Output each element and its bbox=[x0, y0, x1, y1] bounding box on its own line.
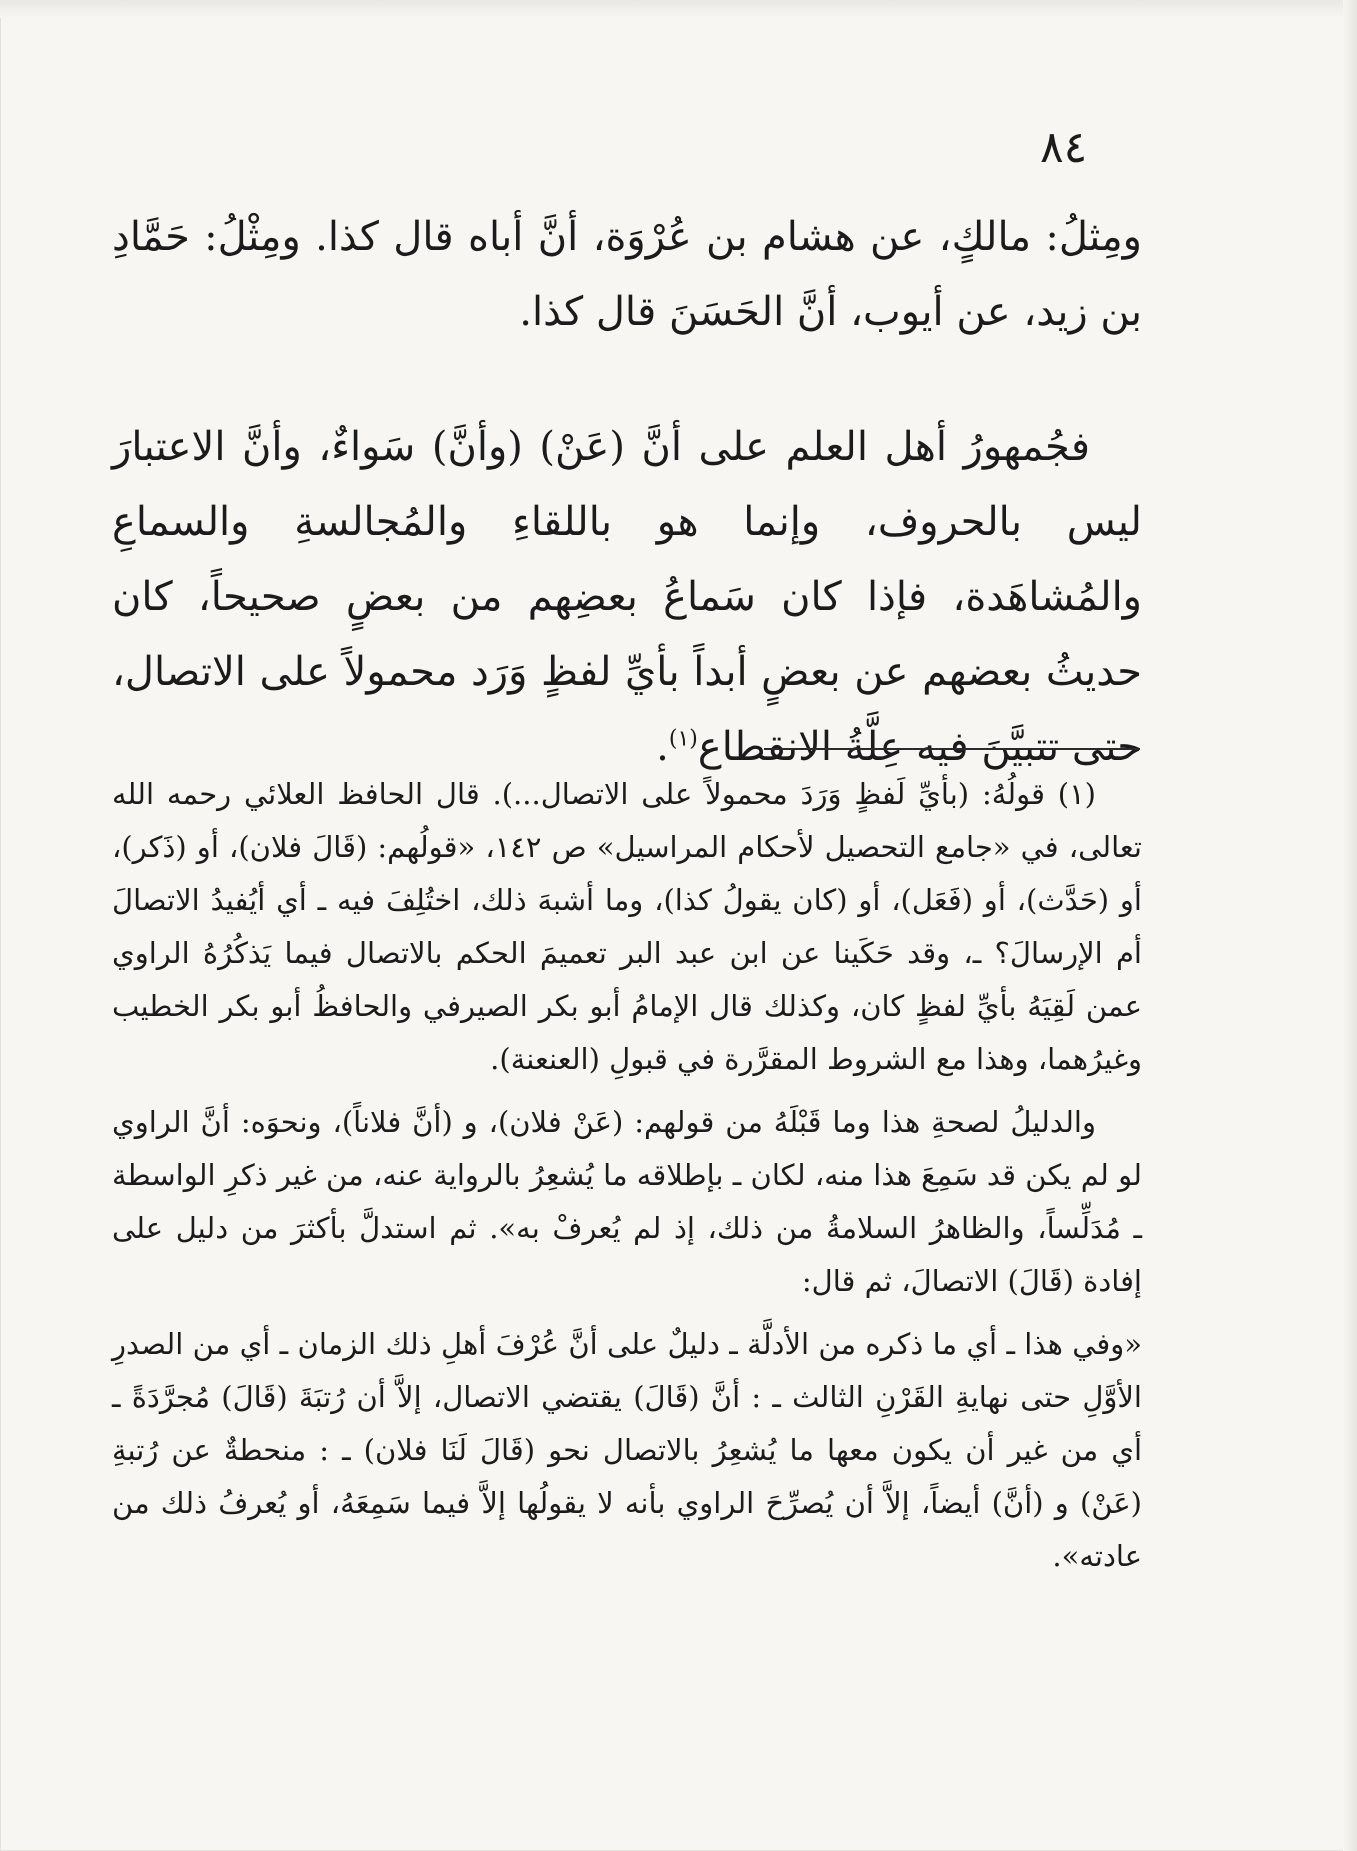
main-paragraph-2 bbox=[112, 410, 1142, 785]
footnote-paragraph-1: (١) قولُهُ: (بأيِّ لَفظٍ وَرَدَ محمولاً على الاتصال...). قال الحافظ العلائي رحمه الله تعالى، في «جامع التحصيل لأحكام المراسيل» ص ١٤٢، «قولُهم: (قَالَ فلان)، أو (ذَكر)، أو (حَدَّث)، أو (فَعَل)، أو (كان يقولُ كذا)، وما أشبهَ ذلك، اختُلِفَ فيه ـ أي أيُفيدُ الاتصالَ أم الإرسالَ؟ ـ، وقد حَكَينا عن ابن عبد البر تعميمَ الحكم بالاتصال فيما يَذكُرُهُ الراوي عمن لَقِيَهُ بأيِّ لفظٍ كان، وكذلك قال الإمامُ أبو بكر الصيرفي والحافظُ أبو بكر الخطيب وغيرُهما، وهذا مع الشروط المقرَّرة في قبولِ (العنعنة). bbox=[112, 777, 1142, 1076]
main-text bbox=[112, 200, 1142, 785]
footnote-quote: «وفي هذا ـ أي ما ذكره من الأدلَّة ـ دليلٌ على أنَّ عُرْفَ أهلِ ذلك الزمان ـ أي من الصدرِ الأوَّلِ حتى نهايةِ القَرْنِ الثالث ـ : أنَّ (قَالَ) يقتضي الاتصال، إلاَّ أن رُتبَةَ (قَالَ) مُجرَّدَةً ـ أي من غير أن يكون معها ما يُشعِرُ بالاتصال نحو (قَالَ لَنَا فلان) ـ : منحطةٌ عن رُتبةِ (عَنْ) و (أنَّ) أيضاً، إلاَّ أن يُصرِّحَ الراوي بأنه لا يقولُها إلاَّ فيما سَمِعَهُ، أو يُعرفُ ذلك من عادته». bbox=[112, 1327, 1142, 1573]
footnote-separator bbox=[764, 748, 1140, 750]
footnote-reference: (١) bbox=[668, 726, 698, 752]
main-paragraph-2-text: فجُمهورُ أهل العلم على أنَّ (عَنْ) (وأنَّ) سَواءٌ، وأنَّ الاعتبارَ ليس بالحروف، وإنما هو باللقاءِ والمُجالسةِ والسماعِ والمُشاهَدة، فإذا كان سَماعُ بعضِهم من بعضٍ صحيحاً، كان حديثُ بعضهم عن بعضٍ أبداً بأيِّ لفظٍ وَرَد محمولاً على الاتصال، حتى تتبيَّنَ فيه عِلَّةُ الانقطاع bbox=[112, 424, 1142, 770]
page-binding-shadow bbox=[1343, 0, 1357, 1851]
footnote-paragraph-2: والدليلُ لصحةِ هذا وما قَبْلَهُ من قولهم: (عَنْ فلان)، و (أنَّ فلاناً)، ونحوَه: أنَّ الراوي لو لم يكن قد سَمِعَ هذا منه، لكان ـ بإطلاقه ما يُشعِرُ بالرواية عنه، من غير ذكرِ الواسطة ـ مُدَلِّساً، والظاهرُ السلامةُ من ذلك، إذ لم يُعرفْ به». ثم استدلَّ بأكثرَ من دليل على إفادة (قَالَ) الاتصالَ، ثم قال: bbox=[112, 1105, 1142, 1298]
page-number: ٨٤ bbox=[1040, 122, 1088, 173]
main-paragraph-1: ومِثلُ: مالكٍ، عن هشام بن عُرْوَة، أنَّ أباه قال كذا. ومِثْلُ: حَمَّادِ بن زيد، عن أيوب، أنَّ الحَسَنَ قال كذا. bbox=[112, 214, 1142, 335]
main-paragraph-2-end: . bbox=[656, 724, 669, 770]
footnotes bbox=[112, 768, 1142, 1583]
page-top-edge bbox=[0, 0, 1357, 18]
